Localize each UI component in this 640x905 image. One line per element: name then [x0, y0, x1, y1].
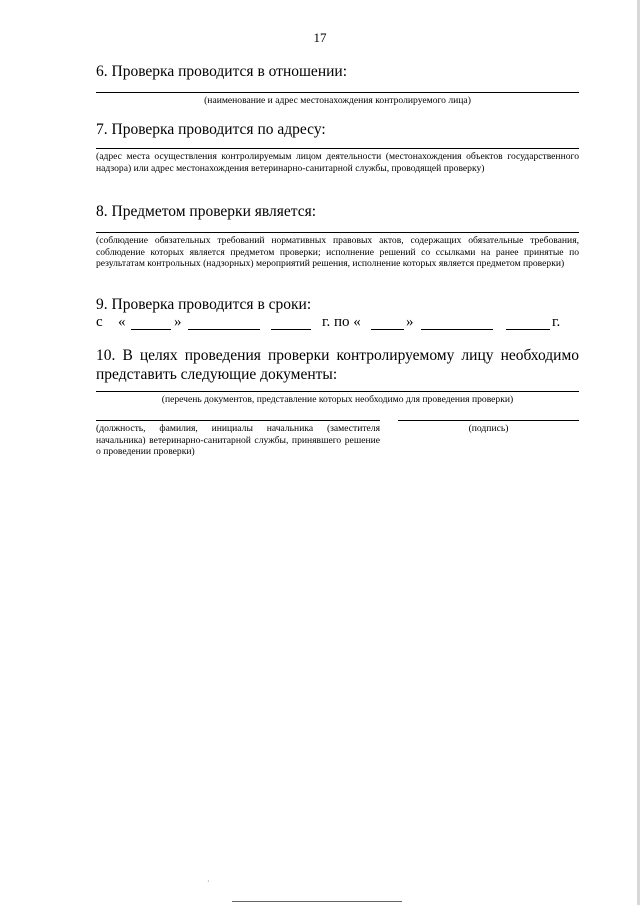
month-from-blank	[188, 329, 260, 330]
section-10-line	[96, 391, 579, 392]
section-6-line	[96, 92, 579, 93]
section-8-line	[96, 232, 579, 233]
year-from-blank	[271, 329, 311, 330]
close-quote-1: »	[174, 314, 182, 330]
date-range-row	[96, 314, 566, 334]
bottom-edge-line	[232, 901, 402, 902]
page-number: 17	[313, 30, 327, 45]
section-7-heading: 7. Проверка проводится по адресу:	[96, 121, 326, 138]
date-from-label: с	[96, 314, 103, 330]
section-7-caption: (адрес места осуществления контролируемым лицом деятельности (местонахождения объектов государственного надзора) или адрес местонахождения ветеринарно-санитарной службы, проводящей проверку)	[96, 151, 579, 174]
section-6-caption: (наименование и адрес местонахождения контролируемого лица)	[204, 95, 471, 106]
section-7-line	[96, 148, 579, 149]
section-8-caption: (соблюдение обязательных требований нормативных правовых актов, содержащих обязательные требования, соблюдение которых является предметом проверки; исполнение решений со ссылками на ранее принятые по результатам контрольных (надзорных) мероприятий решения, исполнение которых является предметом проверки)	[96, 235, 579, 270]
open-quote-1: «	[118, 314, 126, 330]
section-10-caption: (перечень документов, представление которых необходимо для проведения проверки)	[161, 394, 514, 405]
position-line	[96, 420, 380, 421]
day-from-blank	[131, 329, 171, 330]
year-to-label: г. по «	[322, 314, 361, 330]
day-to-blank	[371, 329, 404, 330]
position-caption: (должность, фамилия, инициалы начальника (заместителя начальника) ветеринарно-санитарной службы, принявшего решение о проведении проверки)	[96, 423, 380, 458]
section-6-heading: 6. Проверка проводится в отношении:	[96, 63, 348, 80]
year-to-blank	[506, 329, 550, 330]
signature-caption: (подпись)	[468, 423, 509, 434]
section-10-heading: 10. В целях проведения проверки контролируемому лицу необходимо представить следующие документы:	[96, 347, 579, 383]
signature-line	[398, 420, 579, 421]
close-quote-2: »	[406, 314, 414, 330]
section-9-heading: 9. Проверка проводится в сроки:	[96, 296, 312, 313]
month-to-blank	[421, 329, 493, 330]
scan-speck: ·	[207, 877, 210, 886]
year-suffix: г.	[552, 314, 561, 330]
section-8-heading: 8. Предметом проверки является:	[96, 203, 317, 220]
